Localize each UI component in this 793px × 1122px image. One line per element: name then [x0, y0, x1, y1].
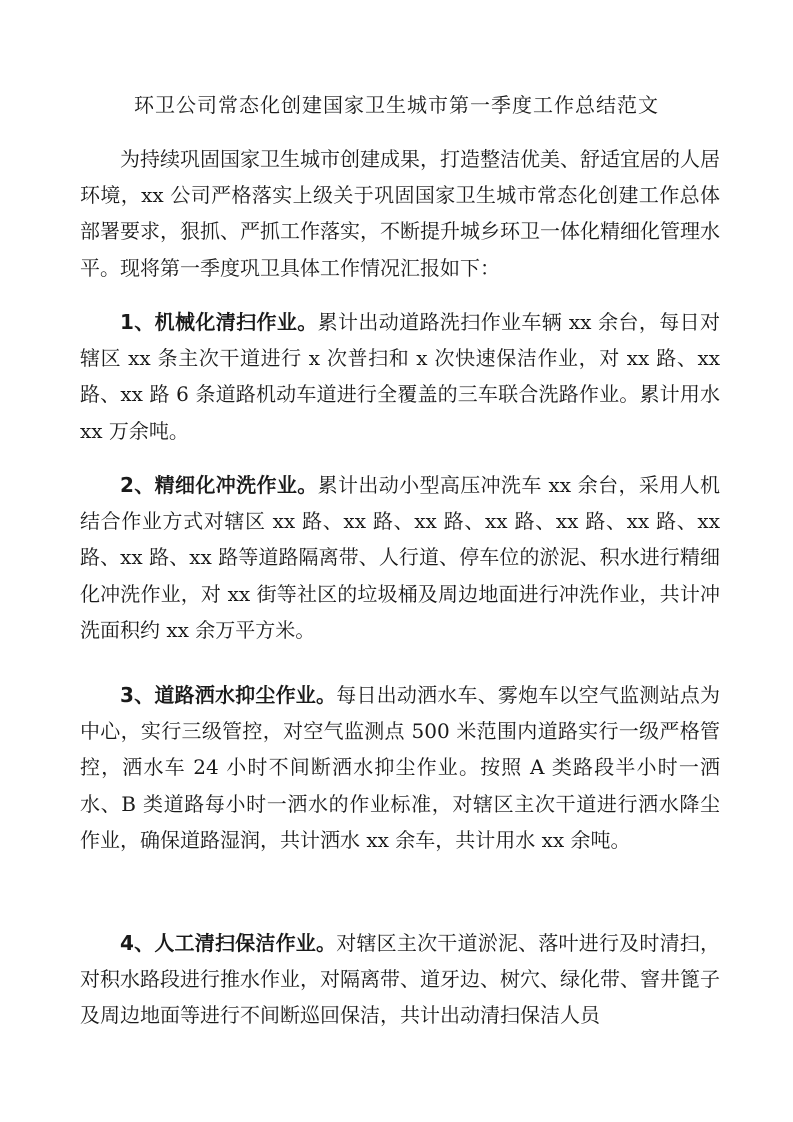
section-heading: 4、人工清扫保洁作业。	[120, 931, 337, 955]
document-title: 环卫公司常态化创建国家卫生城市第一季度工作总结范文	[134, 93, 659, 117]
section-body: 累计出动小型高压冲洗车 xx 余台，采用人机结合作业方式对辖区 xx 路、xx 路、xx 路、xx 路、xx 路、xx 路、xx 路、xx 路、xx 路等道路隔离带、人行道、停车位的淤泥、积水进行精细化冲洗作业，对 xx 街等社区的垃圾桶及周边地面进行冲洗作业，共计冲洗面积约 xx 余万平方米。	[80, 473, 720, 642]
section-heading: 1、机械化清扫作业。	[120, 310, 318, 334]
section-body: 累计出动道路洗扫作业车辆 xx 余台，每日对辖区 xx 条主次干道进行 x 次普扫和 x 次快速保洁作业，对 xx 路、xx 路、xx 路 6 条道路机动车道进行全覆盖的三车联合洗路作业。累计用水 xx 万余吨。	[80, 310, 720, 443]
section-body: 对辖区主次干道淤泥、落叶进行及时清扫，对积水路段进行推水作业，对隔离带、道牙边、树穴、绿化带、窨井篦子及周边地面等进行不间断巡回保洁，共计出动清扫保洁人员	[80, 931, 721, 1028]
section-paragraph	[80, 304, 720, 449]
section-heading: 2、精细化冲洗作业。	[120, 473, 318, 497]
section-heading: 3、道路洒水抑尘作业。	[120, 683, 337, 707]
section-paragraph	[80, 677, 720, 858]
section-paragraph	[80, 925, 720, 1034]
section-paragraph	[80, 467, 720, 648]
intro-paragraph: 为持续巩固国家卫生城市创建成果，打造整洁优美、舒适宜居的人居环境，xx 公司严格落实上级关于巩固国家卫生城市常态化创建工作总体部署要求，狠抓、严抓工作落实，不断提升城乡环卫一体化精细化管理水平。现将第一季度巩卫具体工作情况汇报如下：	[80, 147, 720, 280]
section-body: 每日出动洒水车、雾炮车以空气监测站点为中心，实行三级管控，对空气监测点 500 米范围内道路实行一级严格管控，洒水车 24 小时不间断洒水抑尘作业。按照 A 类路段半小时一洒水、B 类道路每小时一洒水的作业标准，对辖区主次干道进行洒水降尘作业，确保道路湿润，共计洒水 xx 余车，共计用水 xx 余吨。	[80, 683, 721, 852]
